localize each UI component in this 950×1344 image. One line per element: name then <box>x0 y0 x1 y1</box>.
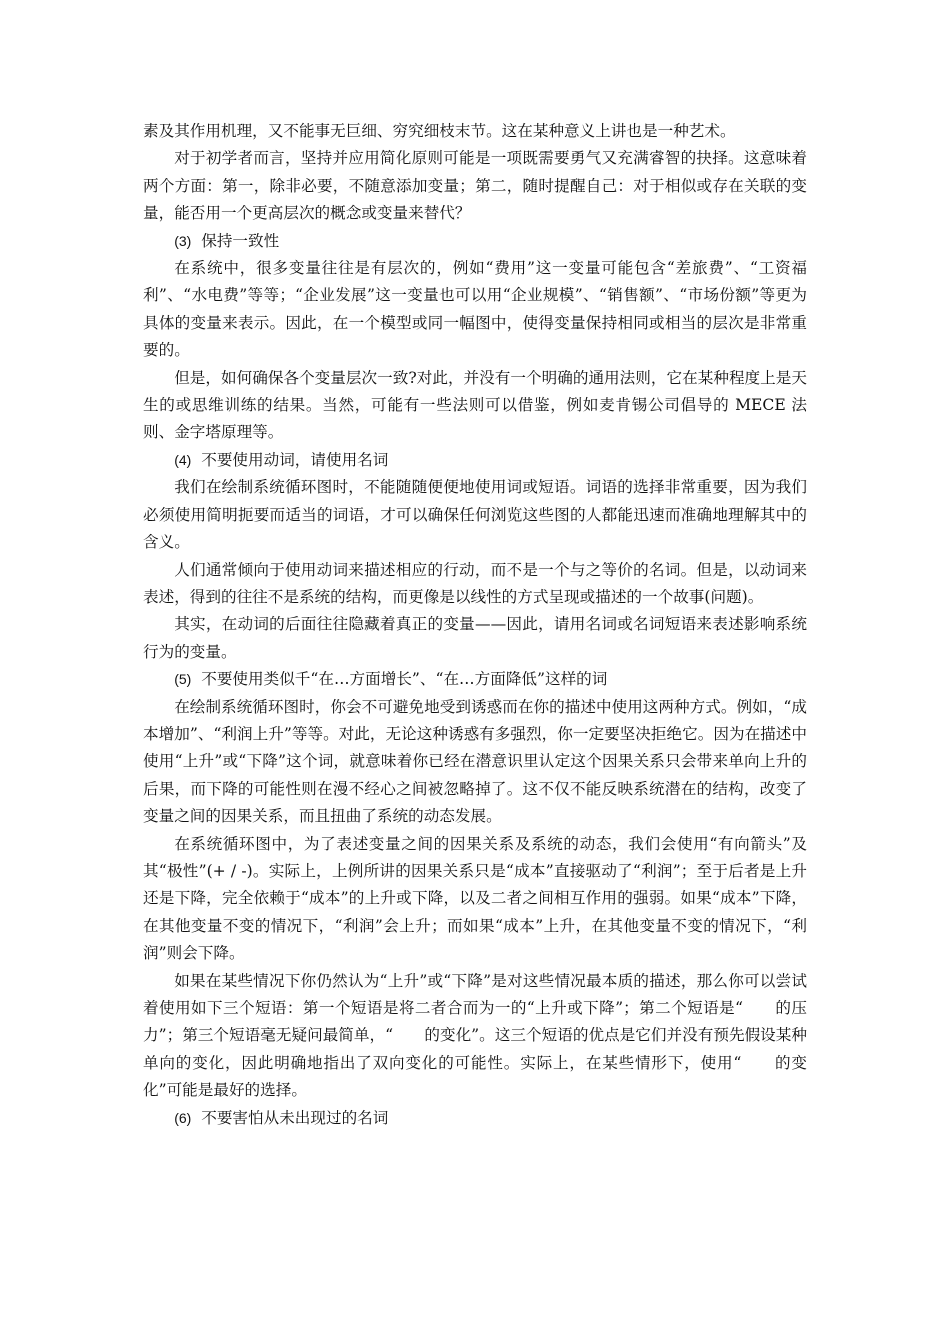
section-heading <box>143 447 807 474</box>
paragraph: 在绘制系统循环图时，你会不可避免地受到诱惑而在你的描述中使用这两种方式。例如，“成本增加”、“利润上升”等等。对此，无论这种诱惑有多强烈，你一定要坚决拒绝它。因为在描述中使用“上升”或“下降”这个词，就意味着你已经在潜意识里认定这个因果关系只会带来单向上升的后果，而下降的可能性则在漫不经心之间被忽略掉了。这不仅不能反映系统潜在的结构，改变了变量之间的因果关系，而且扭曲了系统的动态发展。 <box>143 697 807 826</box>
document-body <box>143 118 807 1132</box>
section-heading <box>143 666 807 693</box>
paragraph: 在系统循环图中，为了表述变量之间的因果关系及系统的动态，我们会使用“有向箭头”及其“极性”(+ / -)。实际上，上例所讲的因果关系只是“成本”直接驱动了“利润”；至于后者是上升还是下降，完全依赖于“成本”的上升或下降，以及二者之间相互作用的强弱。如果“成本”下降，在其他变量不变的情况下，“利润”会上升；而如果“成本”上升，在其他变量不变的情况下，“利润”则会下降。 <box>143 834 807 963</box>
paragraph: 其实，在动词的后面往往隐藏着真正的变量——因此，请用名词或名词短语来表述影响系统行为的变量。 <box>143 615 807 661</box>
section-heading <box>143 1105 807 1132</box>
paragraph: 我们在绘制系统循环图时，不能随随便便地使用词或短语。词语的选择非常重要，因为我们必须使用简明扼要而适当的词语，才可以确保任何浏览这些图的人都能迅速而准确地理解其中的含义。 <box>143 478 807 552</box>
section-heading <box>143 228 807 255</box>
section-title: 保持一致性 <box>201 231 280 250</box>
paragraph: 如果在某些情况下你仍然认为“上升”或“下降”是对这些情况最本质的描述，那么你可以尝试着使用如下三个短语：第一个短语是将二者合而为一的“上升或下降”；第二个短语是“ 的压力”；第三个短语毫无疑问最简单，“ 的变化”。这三个短语的优点是它们并没有预先假设某种单向的变化，因此明确地指出了双向变化的可能性。实际上，在某些情形下，使用“ 的变化”可能是最好的选择。 <box>143 971 807 1100</box>
section-title: 不要使用动词，请使用名词 <box>201 450 389 469</box>
section-number: (5) <box>174 671 192 688</box>
paragraph: 人们通常倾向于使用动词来描述相应的行动，而不是一个与之等价的名词。但是，以动词来表述，得到的往往不是系统的结构，而更像是以线性的方式呈现或描述的一个故事(问题)。 <box>143 560 807 606</box>
section-title: 不要使用类似千“在…方面增长”、“在…方面降低”这样的词 <box>201 670 608 689</box>
paragraph: 但是，如何确保各个变量层次一致?对此，并没有一个明确的通用法则，它在某种程度上是天生的或思维训练的结果。当然，可能有一些法则可以借鉴，例如麦肯锡公司倡导的 MECE 法则、金字塔原理等。 <box>143 368 807 442</box>
section-number: (6) <box>174 1109 192 1126</box>
section-number: (3) <box>174 232 192 249</box>
paragraph: 素及其作用机理，又不能事无巨细、穷究细枝末节。这在某种意义上讲也是一种艺术。 <box>143 122 736 140</box>
paragraph: 对于初学者而言，坚持并应用简化原则可能是一项既需要勇气又充满睿智的抉择。这意味着两个方面：第一，除非必要，不随意添加变量；第二，随时提醒自己：对于相似或存在关联的变量，能否用一个更高层次的概念或变量来替代？ <box>143 149 807 223</box>
paragraph: 在系统中，很多变量往往是有层次的，例如“费用”这一变量可能包含“差旅费”、“工资福利”、“水电费”等等；“企业发展”这一变量也可以用“企业规模”、“销售额”、“市场份额”等更为具体的变量来表示。因此，在一个模型或同一幅图中，使得变量保持相同或相当的层次是非常重要的。 <box>143 259 807 360</box>
section-number: (4) <box>174 451 192 468</box>
section-title: 不要害怕从未出现过的名词 <box>201 1108 389 1127</box>
